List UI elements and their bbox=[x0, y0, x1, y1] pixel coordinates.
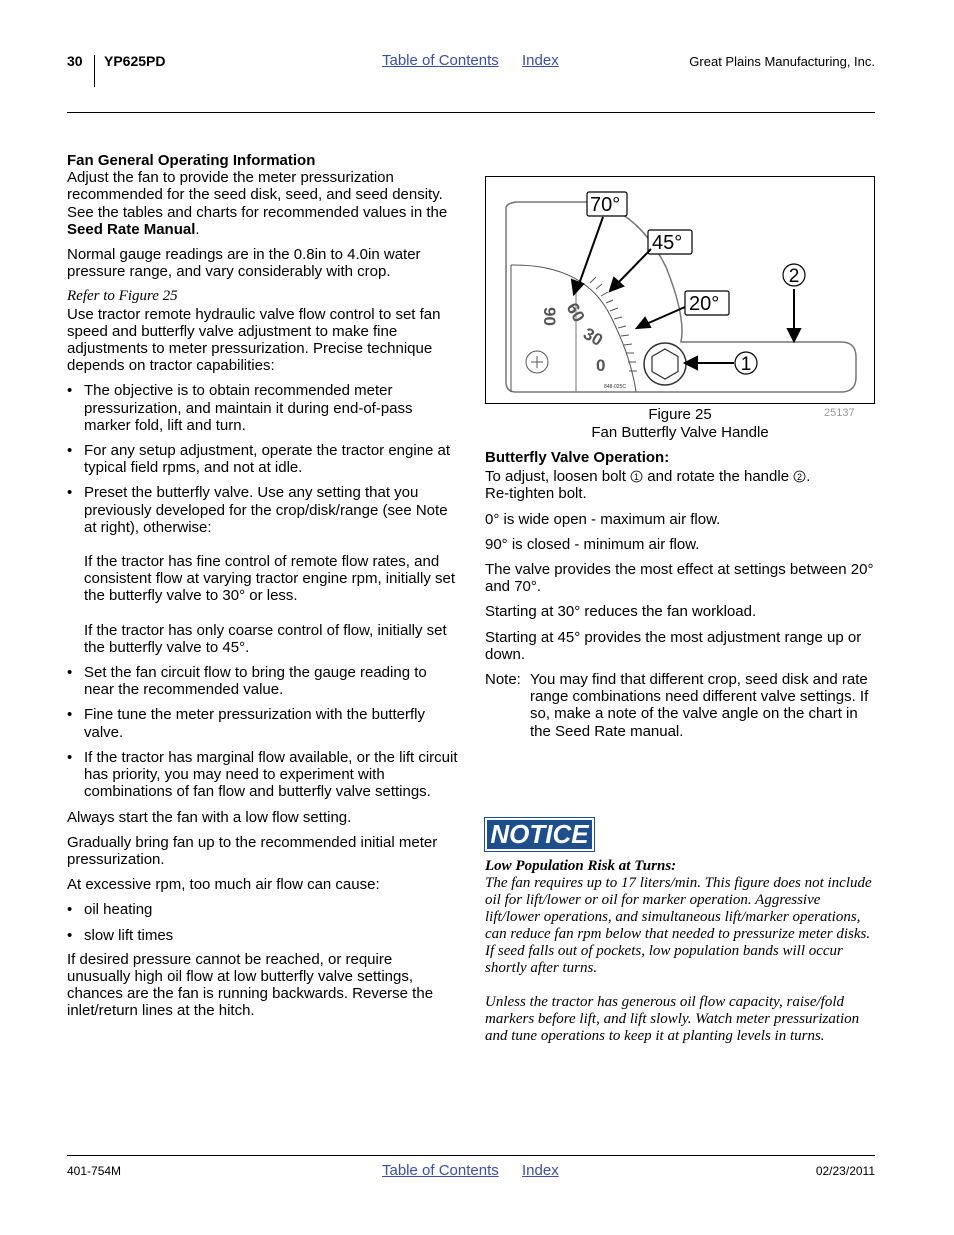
section-heading: Fan General Operating Information bbox=[67, 152, 316, 169]
list-item: • The objective is to obtain recommended meter pressurization, and maintain it during end-of-pass marker fold, lift and turn. bbox=[67, 382, 459, 434]
notice-paragraph-1: The fan requires up to 17 liters/min. This figure does not include oil for lift/lower or oil for marker operation. Aggressive lift/lower operations, and simultaneous lift/marker operations, can reduce fan rpm below that needed to pressurize meter disks. If seed falls out of pockets, low population bands will occur shortly after turns. bbox=[485, 875, 872, 976]
figure-reference: Refer to Figure 25 bbox=[67, 288, 178, 305]
image-number: 25137 bbox=[824, 407, 855, 419]
left-column bbox=[67, 152, 459, 1020]
notice-text bbox=[485, 858, 877, 1045]
figure-number: Figure 25 bbox=[648, 406, 712, 423]
intro-text: Adjust the fan to provide the meter pressurization recommended for the seed disk, seed, and seed density. See the tables and charts for recommended values in the bbox=[67, 169, 448, 221]
figure-box bbox=[485, 176, 875, 404]
svg-text:1: 1 bbox=[634, 472, 640, 483]
seed-rate-manual-ref: Seed Rate Manual bbox=[67, 220, 196, 238]
note-label: Note: bbox=[485, 671, 521, 689]
scale-label-90: 90 bbox=[540, 307, 559, 326]
notice-badge bbox=[484, 817, 595, 852]
footer-toc-link[interactable]: Table of Contents bbox=[382, 1162, 499, 1179]
right-column bbox=[485, 449, 877, 740]
intro-paragraph bbox=[67, 169, 459, 238]
revision-date: 02/23/2011 bbox=[815, 1164, 875, 1178]
scale-label-60: 60 bbox=[562, 299, 589, 326]
list-item: • slow lift times bbox=[67, 927, 459, 944]
reverse-lines-paragraph: If desired pressure cannot be reached, or require unusually high oil flow at low butterfly valve settings, chances are the fan is running backwards. Reverse the inlet/return lines at the hitch. bbox=[67, 950, 434, 1020]
footer-rule bbox=[67, 1155, 875, 1156]
list-item: • Fine tune the meter pressurization with the butterfly valve. bbox=[67, 706, 459, 740]
intro-end: . bbox=[195, 220, 200, 238]
page-number: 30 bbox=[67, 53, 83, 69]
valve-operation-heading: Butterfly Valve Operation: bbox=[485, 449, 670, 466]
svg-text:2: 2 bbox=[797, 472, 803, 483]
workload-paragraph: Starting at 30° reduces the fan workload. bbox=[485, 603, 757, 621]
document-number: 401-754M bbox=[67, 1164, 122, 1178]
scale-label-30: 30 bbox=[580, 324, 606, 350]
notice-paragraph-2: Unless the tractor has generous oil flow capacity, raise/fold markers before lift, and lift slowly. Watch meter pressurization and tune operations to keep it at planting levels in turns. bbox=[485, 994, 860, 1044]
list-item: • oil heating bbox=[67, 901, 459, 918]
header-toc-link[interactable]: Table of Contents bbox=[382, 52, 499, 69]
angle-label-70: 70° bbox=[590, 194, 621, 216]
footer-index-link[interactable]: Index bbox=[522, 1162, 559, 1179]
header-index-link[interactable]: Index bbox=[522, 52, 559, 69]
callout-1-label: 1 bbox=[740, 354, 752, 375]
note-text: You may find that different crop, seed disk and rate range combinations need different valve settings. If so, make a note of the valve angle on the chart in the Seed Rate manual. bbox=[530, 671, 869, 740]
notice-title: Low Population Risk at Turns: bbox=[485, 858, 677, 874]
list-item: • Set the fan circuit flow to bring the gauge reading to near the recommended value. bbox=[67, 664, 459, 698]
figure-title: Fan Butterfly Valve Handle bbox=[591, 424, 769, 441]
list-subparagraph: If the tractor has only coarse control of flow, initially set the butterfly valve to 45°. bbox=[84, 621, 447, 656]
inline-callout-2 bbox=[793, 470, 806, 483]
wide-open-paragraph: 0° is wide open - maximum air flow. bbox=[485, 510, 721, 528]
scale-label-0: 0 bbox=[596, 356, 606, 375]
technique-paragraph: Use tractor remote hydraulic valve flow control to set fan speed and butterfly valve adjustment to make fine adjustments to meter pressurization. Precise technique depends on tractor capabilities: bbox=[67, 305, 441, 375]
list-item: • Preset the butterfly valve. Use any setting that you previously developed for the crop/disk/range (see Note at right), otherwise: bbox=[67, 484, 459, 536]
list-item: • If the tractor has marginal flow available, or the lift circuit has priority, you may need to experiment with combinations of fan flow and butterfly valve settings. bbox=[67, 749, 459, 801]
excessive-rpm-paragraph: At excessive rpm, too much air flow can cause: bbox=[67, 876, 380, 894]
gauge-paragraph: Normal gauge readings are in the 0.8in to 4.0in water pressure range, and vary considerably with crop. bbox=[67, 246, 421, 281]
list-item: • For any setup adjustment, operate the tractor engine at typical field rpms, and not at idle. bbox=[67, 442, 459, 476]
list-subparagraph: If the tractor has fine control of remote flow rates, and consistent flow at varying tractor engine rpm, initially set the butterfly valve to 30° or less. bbox=[84, 553, 455, 605]
effect-paragraph: The valve provides the most effect at settings between 20° and 70°. bbox=[485, 561, 874, 596]
gradual-paragraph: Gradually bring fan up to the recommended initial meter pressurization. bbox=[67, 833, 438, 868]
angle-label-20: 20° bbox=[689, 293, 720, 315]
callout-2-label: 2 bbox=[788, 266, 800, 287]
model-name: YP625PD bbox=[104, 53, 166, 69]
part-number: 848-025C bbox=[604, 384, 626, 390]
header-divider bbox=[94, 55, 95, 87]
low-flow-paragraph: Always start the fan with a low flow setting. bbox=[67, 808, 352, 826]
notice-badge-label: NOTICE bbox=[487, 820, 592, 849]
butterfly-valve-diagram bbox=[486, 177, 874, 403]
closed-paragraph: 90° is closed - minimum air flow. bbox=[485, 535, 700, 553]
adjustment-range-paragraph: Starting at 45° provides the most adjustment range up or down. bbox=[485, 628, 862, 663]
note bbox=[485, 671, 877, 740]
header-rule bbox=[67, 112, 875, 113]
figure-caption bbox=[485, 406, 875, 442]
adjust-paragraph: To adjust, loosen bolt 1 and rotate the handle 2 . Re-tighten bolt. bbox=[485, 468, 811, 503]
company-name: Great Plains Manufacturing, Inc. bbox=[689, 54, 875, 69]
inline-callout-1 bbox=[630, 470, 643, 483]
angle-label-45: 45° bbox=[652, 232, 683, 254]
